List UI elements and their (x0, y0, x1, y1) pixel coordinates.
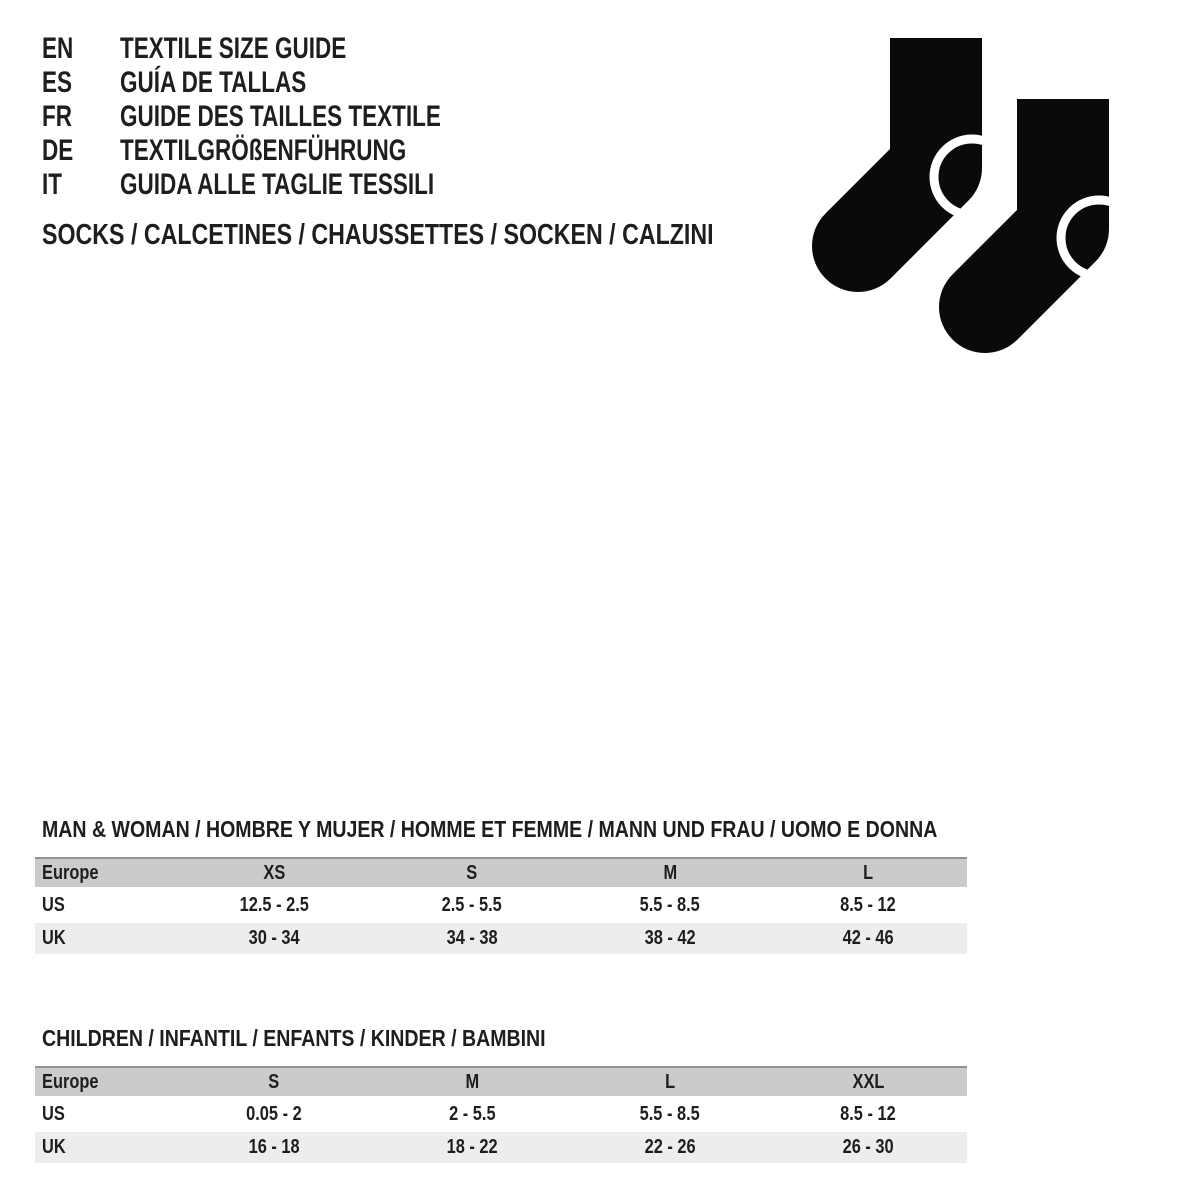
row-label-cell: US (42, 1103, 65, 1125)
language-row (42, 168, 548, 202)
size-value-cell: 8.5 - 12 (840, 1103, 896, 1125)
column-header-size: L (664, 1070, 676, 1093)
language-code: IT (42, 168, 63, 201)
column-header-size: L (862, 861, 874, 884)
language-code: DE (42, 134, 74, 167)
table-row-us (35, 1099, 967, 1130)
language-code: EN (42, 32, 74, 65)
table-row-uk (35, 923, 967, 954)
column-header-size: XS (263, 861, 285, 884)
column-header-size: M (465, 1070, 479, 1093)
guide-title: TEXTILE SIZE GUIDE (120, 32, 347, 65)
table-title: CHILDREN / INFANTIL / ENFANTS / KINDER / BAMBINI (42, 1025, 546, 1051)
size-value-cell: 38 - 42 (644, 927, 696, 949)
language-row (42, 32, 548, 66)
table-title: MAN & WOMAN / HOMBRE Y MUJER / HOMME ET FEMME / MANN UND FRAU / UOMO E DONNA (42, 816, 938, 842)
guide-title: GUÍA DE TALLAS (120, 66, 307, 99)
size-value-cell: 18 - 22 (446, 1136, 498, 1158)
size-value-cell: 2.5 - 5.5 (441, 894, 503, 916)
column-header-size: XXL (852, 1070, 884, 1093)
size-value-cell: 34 - 38 (446, 927, 498, 949)
column-header-size: M (663, 861, 677, 884)
sock-top-mask (884, 30, 988, 38)
language-row (42, 100, 548, 134)
size-value-cell: 30 - 34 (248, 927, 300, 949)
language-title-block (42, 32, 548, 202)
guide-title: TEXTILGRÖßENFÜHRUNG (120, 134, 407, 167)
column-header-region: Europe (42, 861, 99, 884)
size-value-cell: 12.5 - 2.5 (239, 894, 309, 916)
language-row (42, 134, 548, 168)
size-value-cell: 16 - 18 (248, 1136, 300, 1158)
size-value-cell: 22 - 26 (644, 1136, 696, 1158)
size-grid (35, 857, 967, 954)
language-code: ES (42, 66, 73, 99)
size-table-man-woman (35, 816, 967, 954)
guide-title: GUIDA ALLE TAGLIE TESSILI (120, 168, 435, 201)
sock-shape (858, 38, 936, 246)
size-value-cell: 5.5 - 8.5 (639, 894, 701, 916)
size-value-cell: 8.5 - 12 (840, 894, 896, 916)
table-row-uk (35, 1132, 967, 1163)
socks-icon (810, 30, 1145, 365)
table-header-row (35, 1068, 967, 1096)
column-header-region: Europe (42, 1070, 99, 1093)
column-header-size: S (466, 861, 478, 884)
size-value-cell: 0.05 - 2 (246, 1103, 302, 1125)
size-grid (35, 1066, 967, 1163)
table-header-row (35, 859, 967, 887)
language-row (42, 66, 548, 100)
sock-left (858, 30, 1010, 246)
size-table-children (35, 1025, 967, 1163)
row-label-cell: UK (42, 1136, 66, 1158)
column-header-size: S (268, 1070, 280, 1093)
language-code: FR (42, 100, 72, 133)
row-label-cell: US (42, 894, 65, 916)
table-row-us (35, 890, 967, 921)
size-value-cell: 2 - 5.5 (448, 1103, 496, 1125)
guide-title: GUIDE DES TAILLES TEXTILE (120, 100, 441, 133)
sock-top-mask (1011, 45, 1115, 99)
size-value-cell: 5.5 - 8.5 (639, 1103, 701, 1125)
row-label-cell: UK (42, 927, 66, 949)
size-value-cell: 26 - 30 (842, 1136, 894, 1158)
size-value-cell: 42 - 46 (842, 927, 894, 949)
product-types-line: SOCKS / CALCETINES / CHAUSSETTES / SOCKEN / CALZINI (42, 219, 714, 251)
